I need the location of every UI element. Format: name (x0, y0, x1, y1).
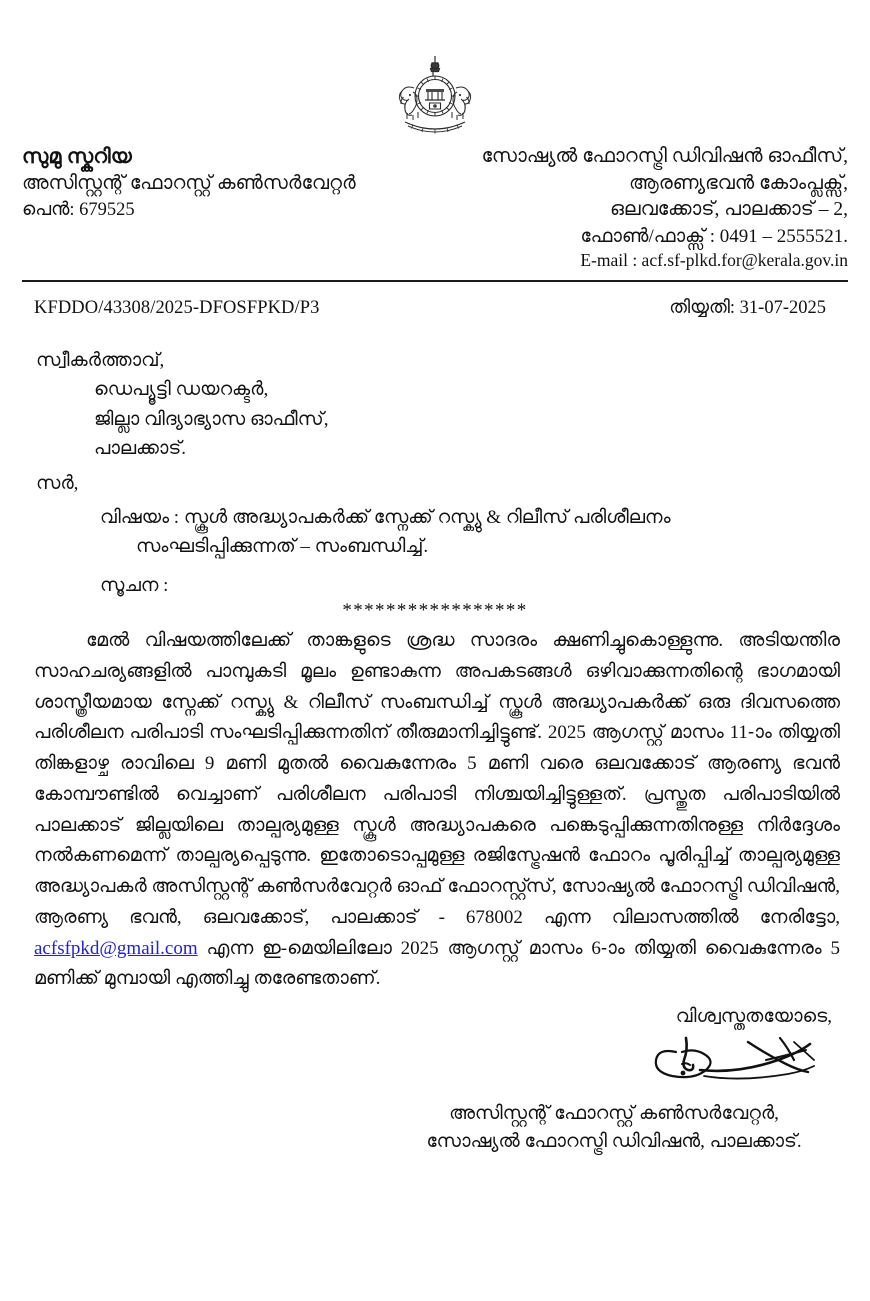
letter-body (34, 626, 840, 995)
body-paragraph-main: മേൽ വിഷയത്തിലേക്ക് താങ്കളുടെ ശ്രദ്ധ സാദരം ക്ഷണിച്ചുകൊള്ളുന്നു. അടിയന്തിര സാഹചര്യങ്ങളിൽ പാമ്പുകടി മൂലം ഉണ്ടാകുന്ന അപകടങ്ങൾ ഒഴിവാക്കുന്നതിന്റെ ഭാഗമായി ശാസ്ത്രീയമായ സ്നേക്ക് റസ്ക്യു & റിലീസ് സംബന്ധിച്ച് സ്കൂൾ അദ്ധ്യാപകർക്ക് ഒരു ദിവസത്തെ പരിശീലന പരിപാടി സംഘടിപ്പിക്കുന്നതിന് തീരുമാനിച്ചിട്ടുണ്ട്. 2025 ആഗസ്റ്റ് മാസം 11-ാം തിയ്യതി തിങ്കളാഴ്ച രാവിലെ 9 മണി മുതൽ വൈകുന്നേരം 5 മണി വരെ ഒലവക്കോട് ആരണ്യ ഭവൻ കോമ്പൗണ്ടിൽ വെച്ചാണ് പരിശീലന പരിപാടി നിശ്ചയിച്ചിട്ടുള്ളത്. പ്രസ്തുത പരിപാടിയിൽ പാലക്കാട് ജില്ലയിലെ താല്പര്യമുള്ള സ്കൂൾ അദ്ധ്യാപകരെ പങ്കെടുപ്പിക്കുന്നതിനുള്ള നിർദ്ദേശം നൽകണമെന്ന് താല്പര്യപ്പെടുന്നു. ഇതോടൊപ്പമുള്ള രജിസ്ട്രേഷൻ ഫോറം പൂരിപ്പിച്ച് താല്പര്യമുള്ള അദ്ധ്യാപകർ അസിസ്റ്റന്റ് കൺസർവേറ്റർ ഓഫ് ഫോറസ്റ്റ്സ്, സോഷ്യൽ ഫോറസ്ട്രി ഡിവിഷൻ, ആരണ്യ ഭവൻ, ഒലവക്കോട്, പാലക്കാട് - 678002 എന്ന വിലാസത്തിൽ നേരിട്ടോ, (34, 630, 840, 928)
email-link[interactable]: acfsfpkd@gmail.com (34, 937, 198, 959)
addressee-block (36, 346, 328, 464)
reference-row (34, 297, 836, 319)
officer-name: സുമു സ്കറിയ (22, 146, 132, 168)
office-complex-line: ആരണ്യഭവൻ കോംപ്ലക്സ്, (629, 172, 848, 194)
officer-designation: അസിസ്റ്റന്റ് ഫോറസ്റ്റ് കൺസർവേറ്റർ (22, 173, 356, 195)
letterhead (22, 52, 848, 273)
addressee-line-2: ജില്ലാ വിദ്യാഭ്യാസ ഓഫീസ്, (94, 408, 329, 430)
officer-block (22, 144, 356, 222)
addressee-label: സ്വീകർത്താവ്, (36, 350, 165, 371)
subject-line-2: സംഘടിപ്പിക്കുന്നത് – സംബന്ധിച്ച്. (136, 536, 429, 558)
signoff-block (394, 1100, 834, 1155)
signoff-office: സോഷ്യൽ ഫോറസ്ട്രി ഡിവിഷൻ, പാലക്കാട്. (426, 1130, 802, 1152)
signoff-designation: അസിസ്റ്റന്റ് ഫോറസ്റ്റ് കൺസർവേറ്റർ, (449, 1103, 779, 1124)
reference-number: KFDDO/43308/2025-DFOSFPKD/P3 (34, 298, 320, 318)
body-paragraph-tail: എന്ന ഇ-മെയിലിലോ 2025 ആഗസ്റ്റ് മാസം 6-ാം തിയ്യതി വൈകുന്നേരം 5 മണിക്ക് മുമ്പായി എത്തിച്ചു തരേണ്ടതാണ്. (34, 937, 840, 990)
letterhead-divider (22, 280, 848, 282)
letterhead-columns (22, 52, 848, 273)
yours-faithfully: വിശ്വസ്തതയോടെ, (675, 1006, 832, 1027)
addressee-line-1: ഡെപ്യൂട്ടി ഡയറക്ടർ, (94, 379, 269, 401)
office-locality-line: ഒലവക്കോട്, പാലക്കാട് – 2, (609, 199, 848, 221)
letter-date: തിയ്യതി: 31-07-2025 (669, 298, 826, 318)
star-separator: ***************** (342, 600, 528, 621)
reference-label: സൂചന : (100, 575, 169, 596)
office-name-line: സോഷ്യൽ ഫോറസ്ട്രി ഡിവിഷൻ ഓഫീസ്, (481, 146, 848, 167)
handwritten-signature (648, 1030, 818, 1092)
office-address-block (481, 144, 848, 273)
office-phone-line: ഫോൺ/ഫാക്സ് : 0491 – 2555521. (580, 225, 848, 247)
office-email-line: E-mail : acf.sf-plkd.for@kerala.gov.in (580, 250, 848, 271)
subject-line-1: വിഷയം : സ്കൂൾ അദ്ധ്യാപകർക്ക് സ്നേക്ക് റസ്ക്യു & റിലീസ് പരിശീലനം (100, 507, 671, 528)
officer-pen-number: പെൻ: 679525 (22, 199, 135, 220)
addressee-line-3: പാലക്കാട്. (94, 438, 187, 460)
subject-block (100, 503, 671, 562)
salutation: സർ, (36, 473, 79, 494)
